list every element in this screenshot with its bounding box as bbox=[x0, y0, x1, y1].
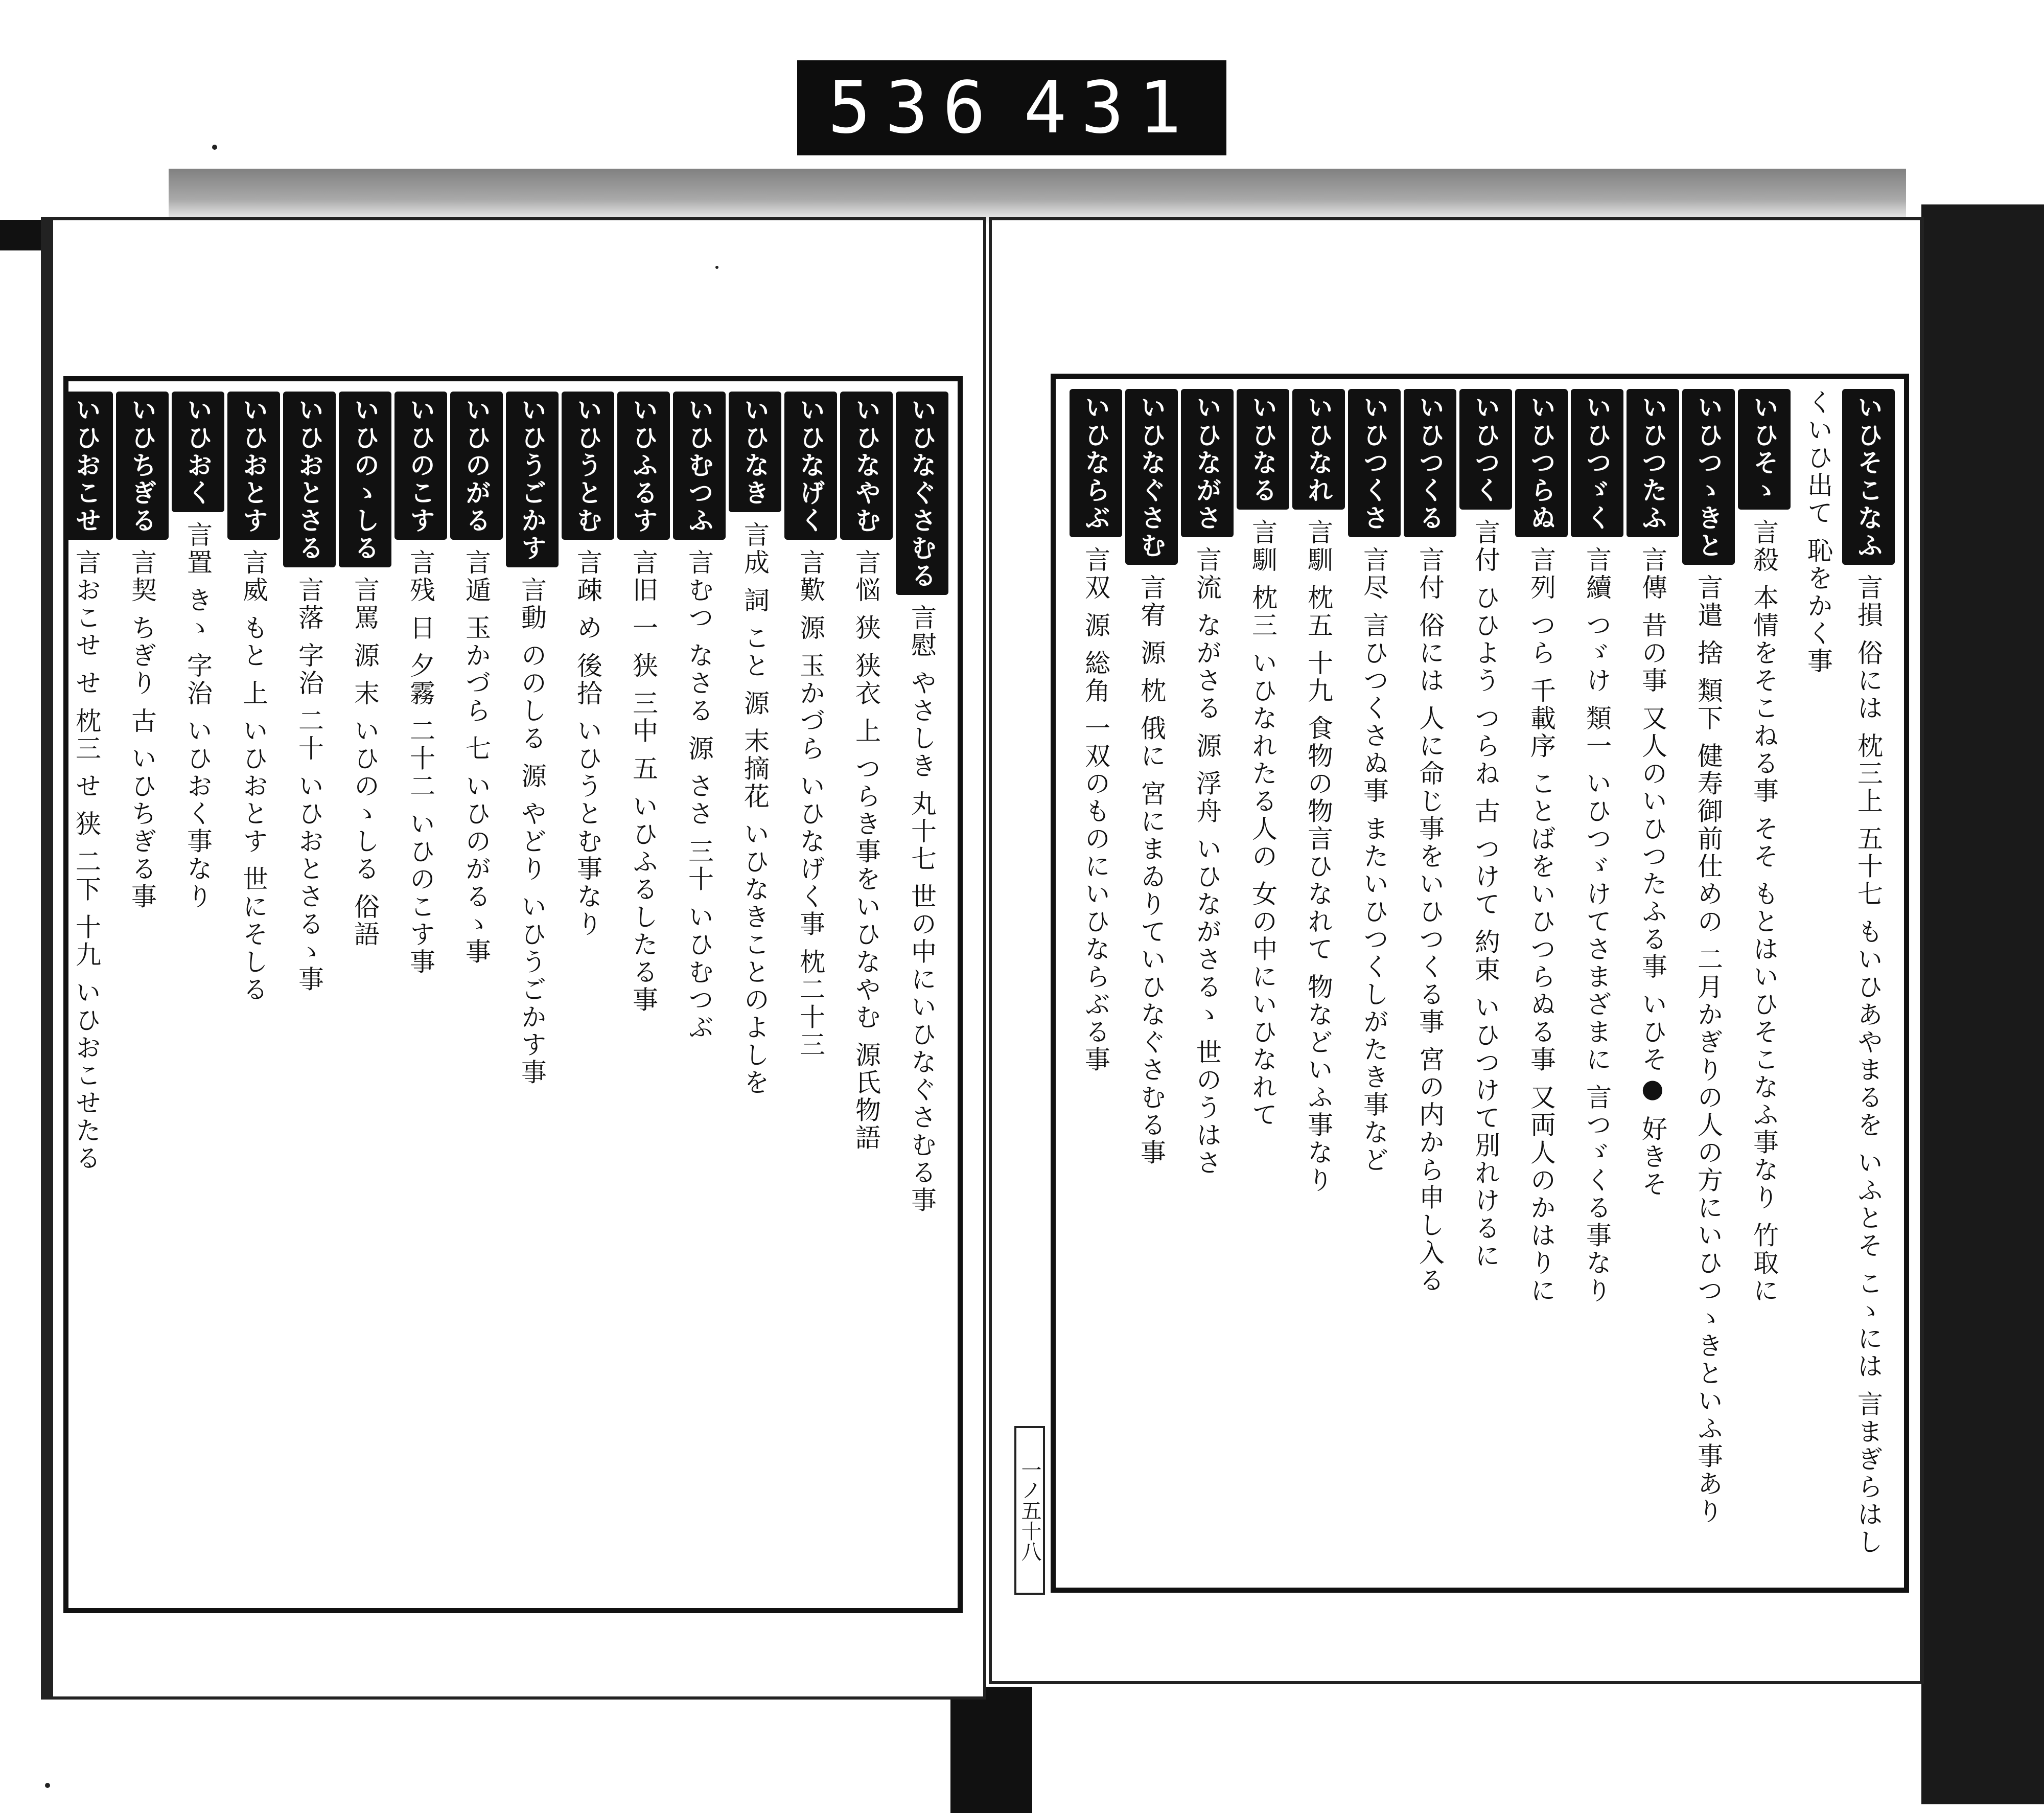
dictionary-entry bbox=[1125, 389, 1178, 1577]
entry-headword: いひうごかす bbox=[506, 392, 559, 567]
entry-definition: 言傳 昔の事 又人のいひつたふる事 いひそ● 好きそ bbox=[1638, 546, 1667, 1199]
entry-headword: いひおとす bbox=[227, 392, 280, 540]
entry-headword: いひなき bbox=[729, 392, 781, 512]
entry-definition: 言悩 狭 狭衣 上 つらき事をいひなやむ 源氏物語 bbox=[851, 549, 881, 1152]
entry-headword: いひなぐさむ bbox=[1125, 389, 1178, 565]
entry-definition: 言歎 源 玉かづら いひなげく事 枕二十三 bbox=[796, 549, 825, 1059]
entry-definition: 言旧 一 狭 三中 五 いひふるしたる事 bbox=[629, 549, 658, 1014]
entry-definition: 言落 字治 二十 いひおとさるゝ事 bbox=[294, 577, 324, 994]
dictionary-entry bbox=[1571, 389, 1623, 1577]
entry-definition: 言宥 源 枕 俄に 宮にまゐりていひなぐさむる事 bbox=[1136, 574, 1166, 1167]
right-page bbox=[989, 217, 1924, 1684]
scan-smudge bbox=[169, 169, 1906, 225]
entry-definition: 言遣 捨 類下 健寿御前仕めの 二月かぎりの人の方にいひつゝきといふ事あり bbox=[1693, 574, 1723, 1526]
entry-headword: いひそこなふ bbox=[1842, 389, 1895, 565]
entry-headword: いひなやむ bbox=[840, 392, 893, 540]
entry-definition: 言續 つゞけ 類一 いひつゞけてさまざまに 言つゞくる事なり bbox=[1582, 546, 1612, 1305]
speck bbox=[212, 145, 217, 150]
entry-headword: いひつくる bbox=[1404, 389, 1456, 537]
entry-headword: いひなる bbox=[1237, 389, 1289, 510]
entry-definition: 言成 詞 こと 源 末摘花 いひなきことのよしを bbox=[740, 521, 770, 1097]
dictionary-entry bbox=[1459, 389, 1512, 1577]
archive-number-right: 431 bbox=[1024, 66, 1196, 150]
dictionary-entry bbox=[1627, 389, 1679, 1577]
dictionary-entry bbox=[1682, 389, 1735, 1577]
entry-headword: いひならぶ bbox=[1070, 389, 1122, 537]
book-binding-gap bbox=[950, 1687, 1032, 1813]
entry-definition: 言おこせ せ 枕三 せ 狭 二下 十九 いひおこせたる bbox=[72, 549, 101, 1173]
entry-headword: いひなげく bbox=[784, 392, 837, 540]
dictionary-entry bbox=[617, 392, 670, 1598]
speck bbox=[715, 266, 718, 269]
dictionary-entry bbox=[506, 392, 559, 1598]
entry-definition: 言遁 玉かづら 七 いひのがるゝ事 bbox=[461, 549, 491, 966]
entry-headword: いひうとむ bbox=[562, 392, 614, 540]
entry-headword: いひつゞく bbox=[1571, 389, 1623, 537]
entry-definition: 言疎 め 後拾 いひうとむ事なり bbox=[573, 549, 602, 938]
left-edge-bar bbox=[0, 220, 41, 250]
dictionary-entry bbox=[840, 392, 893, 1598]
dictionary-entry bbox=[116, 392, 169, 1598]
entry-headword: いひつく bbox=[1459, 389, 1512, 510]
dictionary-entry bbox=[1292, 389, 1345, 1577]
dictionary-entry bbox=[283, 392, 336, 1598]
dictionary-entry bbox=[394, 392, 447, 1598]
dictionary-entry bbox=[1515, 389, 1568, 1577]
entry-headword: いひつらぬ bbox=[1515, 389, 1568, 537]
entry-headword: いひつくさ bbox=[1348, 389, 1401, 537]
dictionary-entry bbox=[63, 392, 113, 1598]
dictionary-entry bbox=[896, 392, 948, 1598]
entry-definition: 言威 もと 上 いひおとす 世にそしる bbox=[239, 549, 268, 1004]
left-text-frame bbox=[63, 376, 963, 1613]
entry-definition: 言尽 言ひつくさぬ事 またいひつくしがたき事など bbox=[1359, 546, 1389, 1174]
book-spine-edge bbox=[1921, 204, 2044, 1804]
entry-definition: 言損 俗には 枕三上 五十七 もいひあやまるを いふとそ こゝには 言まぎらはしくいひ出て 恥をかく事 bbox=[1803, 389, 1883, 1556]
entry-headword: いひおこせ bbox=[63, 392, 113, 540]
entry-headword: いひおとさる bbox=[283, 392, 336, 567]
dictionary-entry bbox=[227, 392, 280, 1598]
entry-definition: 言付 ひひよう つらね 古 つけて 約束 いひつけて別れけるに bbox=[1471, 519, 1500, 1270]
entry-definition: 言殺 本情をそこねる事 そそ もとはいひそこなふ事なり 竹取に bbox=[1749, 519, 1779, 1305]
dictionary-entry bbox=[1404, 389, 1456, 1577]
entry-headword: いひちぎる bbox=[116, 392, 169, 540]
entry-headword: いひそゝ bbox=[1738, 389, 1791, 510]
entry-definition: 言罵 源 末 いひのゝしる 俗語 bbox=[350, 577, 380, 949]
page-folio: 一ノ五十八 bbox=[1014, 1426, 1045, 1595]
right-text-frame bbox=[1051, 374, 1909, 1593]
dictionary-entry bbox=[1348, 389, 1401, 1577]
dictionary-entry bbox=[1794, 389, 1895, 1577]
entry-headword: いひつたふ bbox=[1627, 389, 1679, 537]
entry-headword: いひなぐさむる bbox=[896, 392, 948, 595]
entry-headword: いひながさ bbox=[1181, 389, 1234, 537]
entry-definition: 言馴 枕三 いひなれたる人の 女の中にいひなれて bbox=[1248, 519, 1278, 1129]
entry-definition: 言置 きゝ 字治 いひおく事なり bbox=[183, 521, 213, 911]
left-page bbox=[41, 217, 986, 1700]
entry-definition: 言列 つら 千載序 ことばをいひつらぬる事 又両人のかはりに bbox=[1526, 546, 1556, 1305]
dictionary-entry bbox=[450, 392, 503, 1598]
entry-headword: いひおく bbox=[172, 392, 224, 512]
entry-definition: 言むつ なさる 源 ささ 三十 いひむつぶ bbox=[684, 549, 714, 1042]
dictionary-entry bbox=[562, 392, 614, 1598]
entry-headword: いひふるす bbox=[617, 392, 670, 540]
entry-headword: いひのがる bbox=[450, 392, 503, 540]
entry-definition: 言慰 やさしき 丸十七 世の中にいひなぐさむる事 bbox=[907, 604, 937, 1214]
dictionary-entry bbox=[1237, 389, 1289, 1577]
dictionary-entry bbox=[172, 392, 224, 1598]
dictionary-entry bbox=[1070, 389, 1122, 1577]
speck bbox=[45, 1783, 50, 1788]
entry-definition: 言契 ちぎり 古 いひちぎる事 bbox=[127, 549, 157, 911]
dictionary-entry bbox=[1738, 389, 1791, 1577]
entry-headword: いひのゝしる bbox=[339, 392, 391, 567]
entry-definition: 言馴 枕五 十九 食物の物言ひなれて 物などいふ事なり bbox=[1304, 519, 1333, 1195]
entry-definition: 言付 俗には 人に命じ事をいひつくる事 宮の内から申し入る bbox=[1415, 546, 1445, 1295]
entry-headword: いひつゝきと bbox=[1682, 389, 1735, 565]
dictionary-entry bbox=[339, 392, 391, 1598]
entry-headword: いひなれ bbox=[1292, 389, 1345, 510]
archive-number-plate bbox=[797, 60, 1226, 155]
dictionary-entry bbox=[1181, 389, 1234, 1577]
entry-headword: いひのこす bbox=[394, 392, 447, 540]
entry-headword: いひむつふ bbox=[673, 392, 726, 540]
dictionary-entry bbox=[673, 392, 726, 1598]
entry-definition: 言残 日 夕霧 二十二 いひのこす事 bbox=[406, 549, 435, 976]
dictionary-entry bbox=[729, 392, 781, 1598]
entry-definition: 言双 源 総角 一双のものにいひならぶる事 bbox=[1081, 546, 1110, 1074]
entry-definition: 言動 ののしる 源 やどり いひうごかす事 bbox=[517, 577, 547, 1087]
entry-definition: 言流 ながさる 源 浮舟 いひながさるゝ 世のうはさ bbox=[1192, 546, 1222, 1177]
archive-number-left: 536 bbox=[828, 66, 1000, 150]
dictionary-entry bbox=[784, 392, 837, 1598]
